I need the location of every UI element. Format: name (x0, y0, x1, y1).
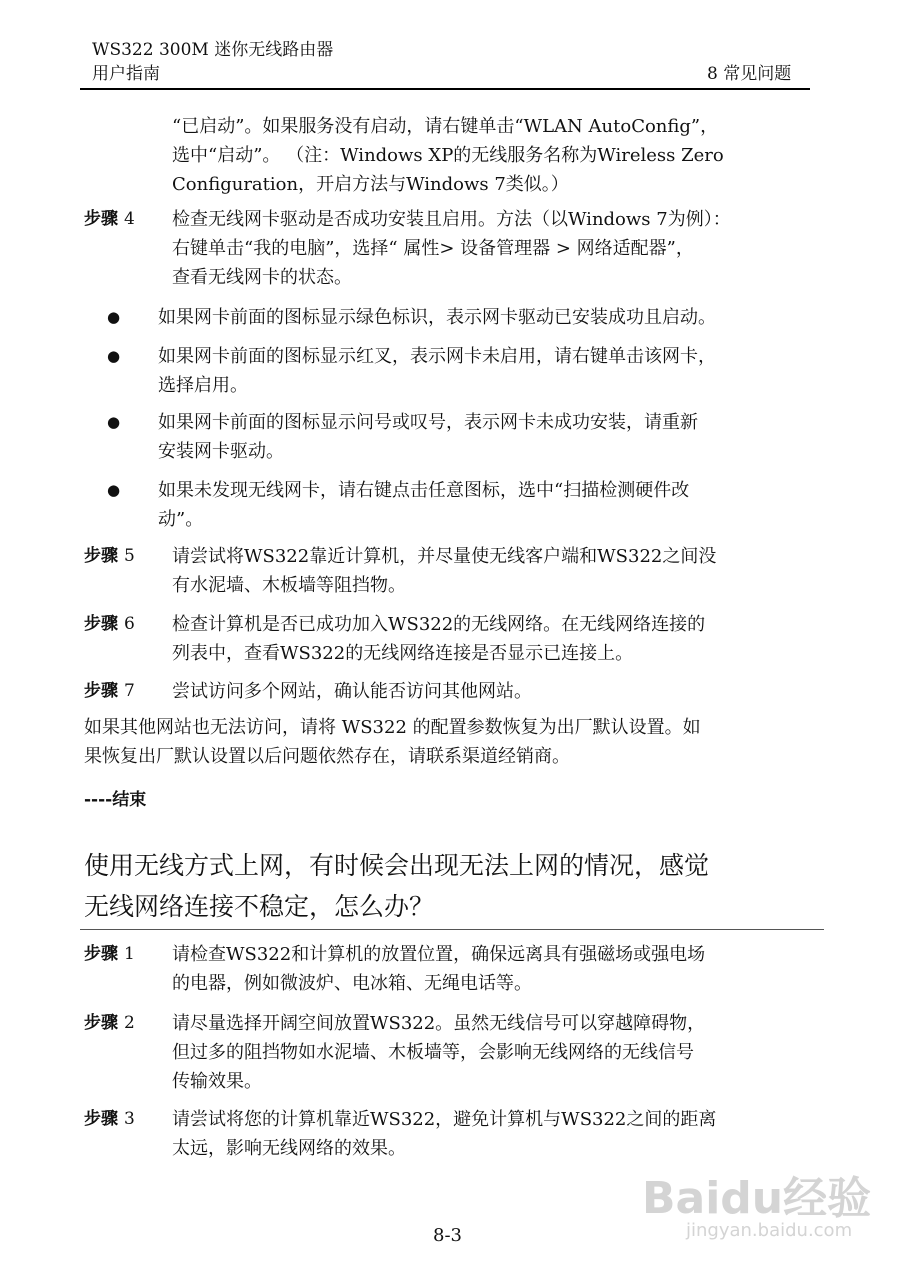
step-text: 太远，影响无线网络的效果。 (172, 1138, 406, 1159)
header-title: WS322 300M 迷你无线路由器 (92, 40, 334, 60)
step-text: 的电器，例如微波炉、电冰箱、无绳电话等。 (172, 973, 532, 994)
step-text: 传输效果。 (172, 1071, 262, 1092)
closing-text: 如果其他网站也无法访问，请将 WS322 的配置参数恢复为出厂默认设置。如 (84, 717, 701, 738)
step-text: 有水泥墙、木板墙等阻挡物。 (172, 575, 406, 596)
bullet-text: 选择启用。 (158, 375, 248, 396)
header-subtitle: 用户指南 (92, 64, 160, 84)
bullet-text: 如果网卡前面的图标显示绿色标识，表示网卡驱动已安装成功且启动。 (158, 307, 716, 328)
step-label: 步骤 3 (84, 1109, 135, 1129)
end-marker: ----结束 (84, 790, 147, 810)
step-text: 请尝试将您的计算机靠近WS322，避免计算机与WS322之间的距离 (172, 1109, 717, 1130)
bullet-text: 动”。 (158, 509, 204, 530)
bullet-text: 安装网卡驱动。 (158, 441, 284, 462)
bullet-text: 如果网卡前面的图标显示问号或叹号，表示网卡未成功安装，请重新 (158, 412, 698, 433)
header-chapter: 8 常见问题 (707, 64, 792, 84)
section-heading: 使用无线方式上网，有时候会出现无法上网的情况，感觉 (84, 851, 710, 880)
step-label: 步骤 1 (84, 944, 135, 964)
step-text: 列表中，查看WS322的无线网络连接是否显示已连接上。 (172, 643, 634, 664)
bullet-icon: ● (107, 413, 121, 431)
bullet-icon: ● (107, 481, 121, 499)
step-text: 请检查WS322和计算机的放置位置，确保远离具有强磁场或强电场 (172, 944, 706, 965)
watermark-logo: Baidu经验 (642, 1173, 872, 1224)
step-label: 步骤 4 (84, 209, 135, 229)
header-rule (80, 88, 810, 90)
section-heading: 无线网络连接不稳定，怎么办？ (84, 892, 435, 921)
intro-line: “已启动”。如果服务没有启动，请右键单击“WLAN AutoConfig”， (172, 116, 719, 137)
step-text: 请尽量选择开阔空间放置WS322。虽然无线信号可以穿越障碍物， (172, 1013, 706, 1034)
intro-line: 选中“启动”。 （注：Windows XP的无线服务名称为Wireless Zero (172, 145, 724, 166)
step-label: 步骤 6 (84, 614, 135, 634)
step-label: 步骤 5 (84, 546, 135, 566)
step-text: 检查计算机是否已成功加入WS322的无线网络。在无线网络连接的 (172, 614, 706, 635)
closing-text: 果恢复出厂默认设置以后问题依然存在，请联系渠道经销商。 (84, 746, 570, 767)
step-text: 尝试访问多个网站，确认能否访问其他网站。 (172, 681, 532, 702)
page-number: 8-3 (433, 1225, 462, 1246)
bullet-icon: ● (107, 308, 121, 326)
step-label: 步骤 7 (84, 681, 135, 701)
step-text: 但过多的阻挡物如水泥墙、木板墙等，会影响无线网络的无线信号 (172, 1042, 694, 1063)
bullet-icon: ● (107, 347, 121, 365)
step-text: 请尝试将WS322靠近计算机，并尽量使无线客户端和WS322之间没 (172, 546, 717, 567)
watermark-url: jingyan.baidu.com (686, 1220, 853, 1241)
step-text: 查看无线网卡的状态。 (172, 267, 352, 288)
bullet-text: 如果未发现无线网卡，请右键点击任意图标，选中“扫描检测硬件改 (158, 480, 690, 501)
step-label: 步骤 2 (84, 1013, 135, 1033)
intro-line: Configuration，开启方法与Windows 7类似。） (172, 174, 569, 195)
bullet-text: 如果网卡前面的图标显示红叉，表示网卡未启用，请右键单击该网卡， (158, 346, 716, 367)
step-text: 检查无线网卡驱动是否成功安装且启用。方法（以Windows 7为例）： (172, 209, 731, 230)
step-text: 右键单击“我的电脑”，选择“ 属性> 设备管理器 > 网络适配器”， (172, 238, 694, 259)
section-rule (80, 929, 824, 930)
